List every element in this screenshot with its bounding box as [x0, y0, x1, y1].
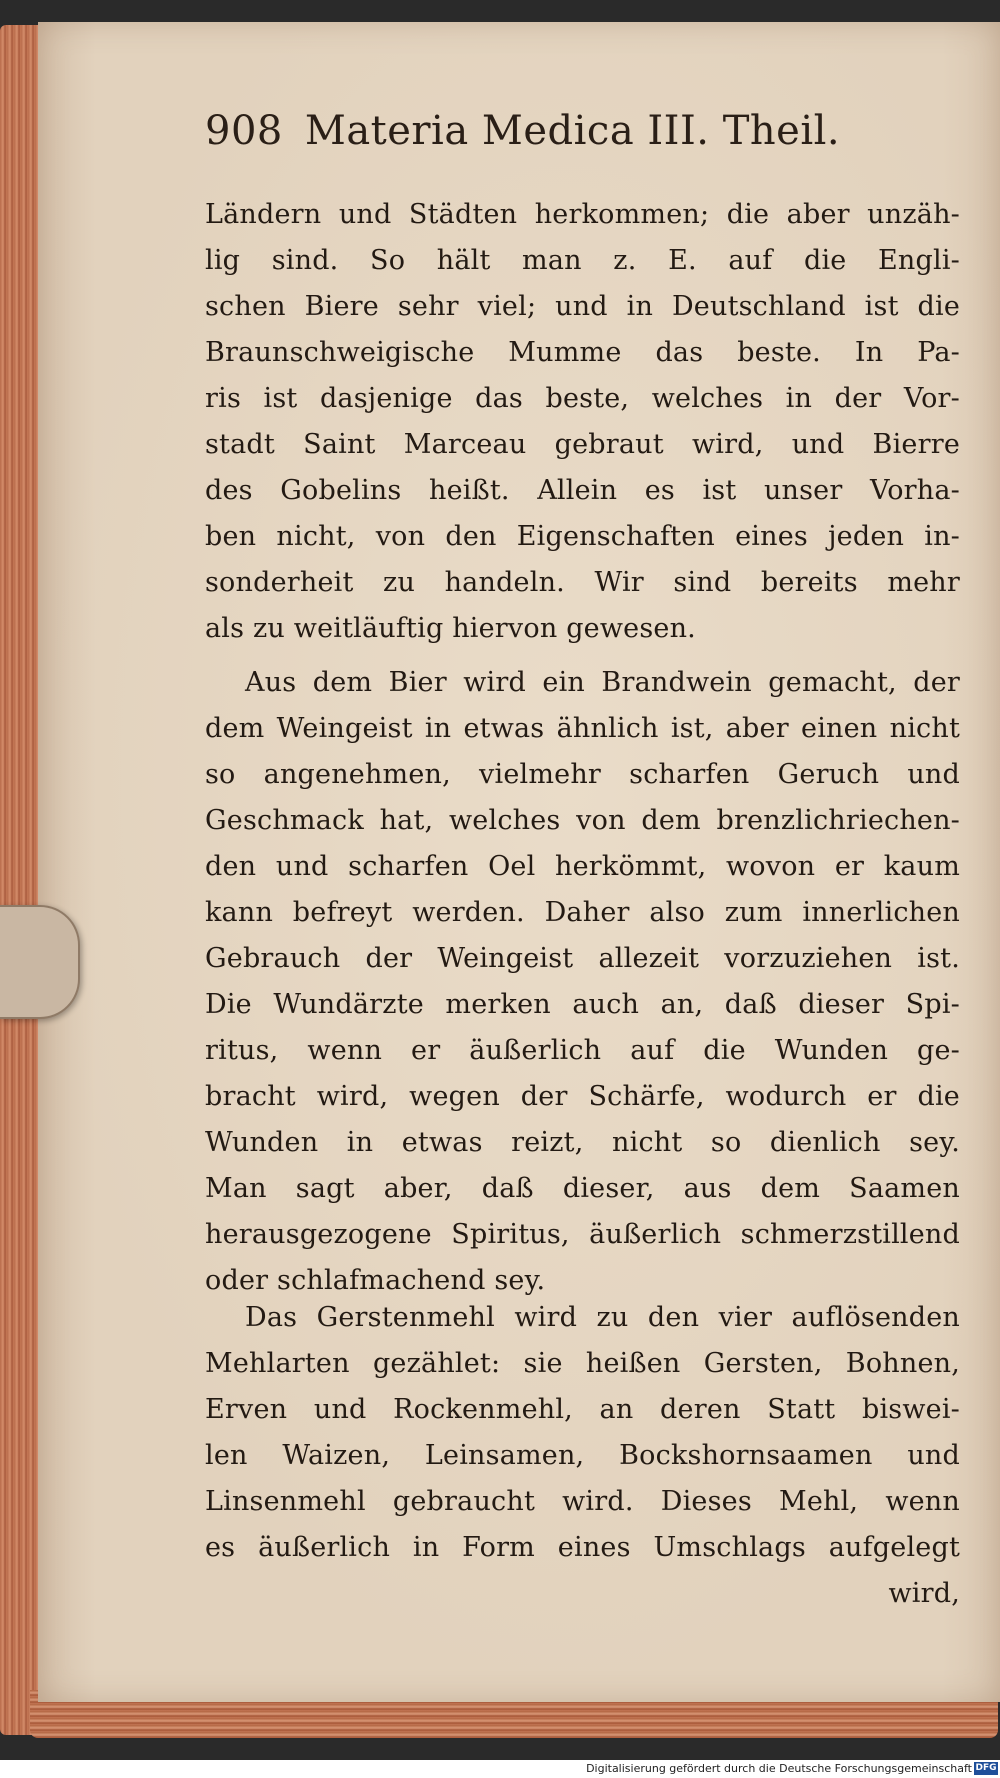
text-line: stadt Saint Marceau gebraut wird, und Bierre — [205, 429, 960, 460]
text-line: Geschmack hat, welches von dem brenzlichriechen- — [205, 805, 960, 836]
text-line: Gebrauch der Weingeist allezeit vorzuziehen ist. — [205, 943, 960, 974]
funding-credit: Digitalisierung gefördert durch die Deutsche Forschungsgemeinschaft — [586, 1762, 972, 1775]
catchword: wird, — [888, 1578, 960, 1609]
paragraph-1 — [205, 192, 960, 652]
text-line: ben nicht, von den Eigenschaften eines jeden in- — [205, 521, 960, 552]
text-line: ritus, wenn er äußerlich auf die Wunden ge- — [205, 1035, 960, 1066]
text-line: Das Gerstenmehl wird zu den vier auflösenden — [245, 1302, 960, 1333]
text-line: lig sind. So hält man z. E. auf die Engli- — [205, 245, 960, 276]
text-line: sonderheit zu handeln. Wir sind bereits mehr — [205, 567, 960, 598]
running-head — [205, 108, 965, 168]
text-line: len Waizen, Leinsamen, Bockshornsaamen und — [205, 1440, 960, 1471]
text-line: Man sagt aber, daß dieser, aus dem Saamen — [205, 1173, 960, 1204]
bookmark-ribbon — [0, 905, 80, 1019]
text-line: oder schlafmachend sey. — [205, 1265, 546, 1296]
text-line: Die Wundärzte merken auch an, daß dieser Spi- — [205, 989, 960, 1020]
text-line: dem Weingeist in etwas ähnlich ist, aber einen nicht — [205, 713, 960, 744]
text-line: bracht wird, wegen der Schärfe, wodurch er die — [205, 1081, 960, 1112]
text-line: ris ist dasjenige das beste, welches in der Vor- — [205, 383, 960, 414]
text-line: Mehlarten gezählet: sie heißen Gersten, Bohnen, — [205, 1348, 960, 1379]
text-line: so angenehmen, vielmehr scharfen Geruch und — [205, 759, 960, 790]
text-line: schen Biere sehr viel; und in Deutschland ist die — [205, 291, 960, 322]
text-line: den und scharfen Oel herkömmt, wovon er kaum — [205, 851, 960, 882]
text-line: Erven und Rockenmehl, an deren Statt biswei- — [205, 1394, 960, 1425]
text-line: Ländern und Städten herkommen; die aber unzäh- — [205, 199, 960, 230]
page-number: 908 — [205, 108, 283, 154]
page-header-title: Materia Medica III. Theil. — [304, 108, 841, 154]
text-line: herausgezogene Spiritus, äußerlich schmerzstillend — [205, 1219, 960, 1250]
paragraph-3 — [205, 1295, 960, 1617]
paragraph-2 — [205, 660, 960, 1304]
text-line: es äußerlich in Form eines Umschlags aufgelegt — [205, 1532, 960, 1563]
digitization-footer — [0, 1760, 1000, 1778]
text-line: des Gobelins heißt. Allein es ist unser Vorha- — [205, 475, 960, 506]
dfg-logo: DFG — [975, 1763, 997, 1773]
text-line: kann befreyt werden. Daher also zum innerlichen — [205, 897, 960, 928]
text-line: Linsenmehl gebraucht wird. Dieses Mehl, wenn — [205, 1486, 960, 1517]
text-line: Wunden in etwas reizt, nicht so dienlich sey. — [205, 1127, 960, 1158]
text-line: als zu weitläuftig hiervon gewesen. — [205, 613, 696, 644]
text-line: Braunschweigische Mumme das beste. In Pa- — [205, 337, 960, 368]
text-line: Aus dem Bier wird ein Brandwein gemacht, der — [245, 667, 960, 698]
